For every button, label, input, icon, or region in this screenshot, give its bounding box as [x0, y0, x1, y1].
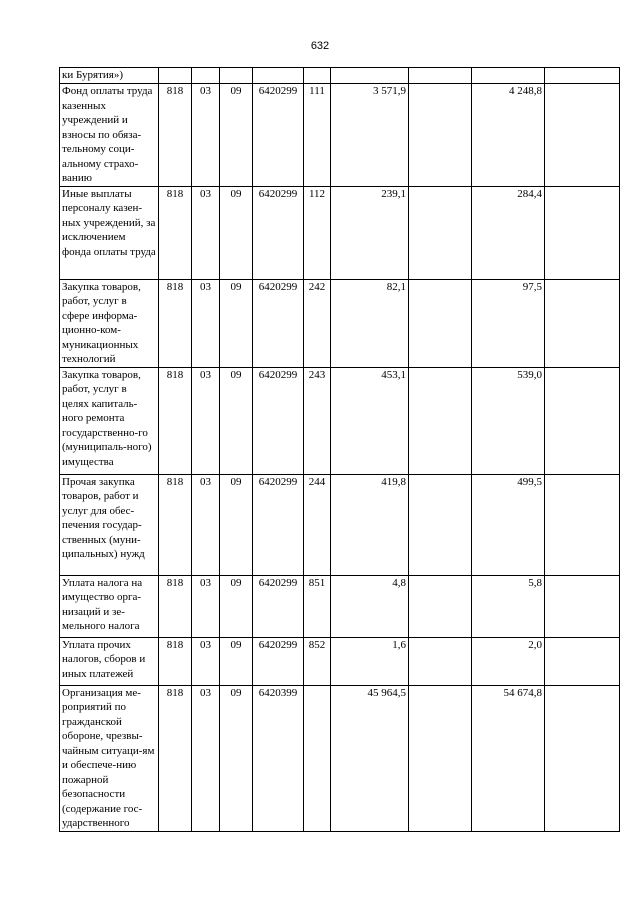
table-row: [60, 84, 620, 187]
target-article-cell: 6420299: [253, 186, 304, 279]
subsection-code-cell: 09: [220, 367, 253, 474]
amount-cell-1: 453,1: [331, 367, 409, 474]
expense-type-cell: 851: [304, 575, 331, 637]
section-code-cell: 03: [192, 367, 220, 474]
section-code-cell: 03: [192, 637, 220, 685]
amount-cell-1: 3 571,9: [331, 84, 409, 187]
expense-name-cell: Закупка товаров, работ, услуг в сфере информа-ционно-ком-муникационных технологий: [60, 279, 159, 367]
table-row: [60, 186, 620, 279]
table-row: [60, 68, 620, 84]
table-body: [60, 68, 620, 832]
expense-name-cell: Фонд оплаты труда казенных учреждений и взносы по обяза-тельному соци-альному страхо-ванию: [60, 84, 159, 187]
amount-cell-4: [545, 685, 620, 831]
table-row: [60, 474, 620, 575]
table-row: [60, 575, 620, 637]
department-code-cell: 818: [159, 367, 192, 474]
department-code-cell: [159, 68, 192, 84]
section-code-cell: 03: [192, 575, 220, 637]
expense-type-cell: 852: [304, 637, 331, 685]
amount-cell-4: [545, 84, 620, 187]
amount-cell-2: [409, 367, 472, 474]
section-code-cell: 03: [192, 84, 220, 187]
amount-cell-3: 54 674,8: [472, 685, 545, 831]
amount-cell-2: [409, 474, 472, 575]
target-article-cell: 6420299: [253, 367, 304, 474]
expense-type-cell: [304, 685, 331, 831]
page-number: 632: [310, 40, 330, 52]
department-code-cell: 818: [159, 84, 192, 187]
expense-name-cell: ки Бурятия»): [60, 68, 159, 84]
amount-cell-4: [545, 186, 620, 279]
subsection-code-cell: 09: [220, 637, 253, 685]
subsection-code-cell: 09: [220, 84, 253, 187]
amount-cell-1: 419,8: [331, 474, 409, 575]
section-code-cell: 03: [192, 685, 220, 831]
department-code-cell: 818: [159, 637, 192, 685]
department-code-cell: 818: [159, 685, 192, 831]
amount-cell-2: [409, 279, 472, 367]
amount-cell-1: [331, 68, 409, 84]
subsection-code-cell: 09: [220, 575, 253, 637]
department-code-cell: 818: [159, 474, 192, 575]
amount-cell-4: [545, 68, 620, 84]
target-article-cell: 6420299: [253, 637, 304, 685]
target-article-cell: 6420399: [253, 685, 304, 831]
amount-cell-1: 4,8: [331, 575, 409, 637]
subsection-code-cell: 09: [220, 186, 253, 279]
department-code-cell: 818: [159, 279, 192, 367]
target-article-cell: 6420299: [253, 474, 304, 575]
expense-name-cell: Организация ме-роприятий по гражданской обороне, чрезвы-чайным ситуаци-ям и обеспече-нию пожарной безопасности (содержание гос-ударственного: [60, 685, 159, 831]
amount-cell-2: [409, 685, 472, 831]
target-article-cell: [253, 68, 304, 84]
table-row: [60, 685, 620, 831]
subsection-code-cell: 09: [220, 474, 253, 575]
amount-cell-3: 2,0: [472, 637, 545, 685]
table-row: [60, 637, 620, 685]
subsection-code-cell: 09: [220, 685, 253, 831]
amount-cell-3: 499,5: [472, 474, 545, 575]
amount-cell-4: [545, 474, 620, 575]
amount-cell-2: [409, 68, 472, 84]
amount-cell-3: 97,5: [472, 279, 545, 367]
amount-cell-3: 5,8: [472, 575, 545, 637]
target-article-cell: 6420299: [253, 575, 304, 637]
expense-type-cell: 112: [304, 186, 331, 279]
table-row: [60, 367, 620, 474]
amount-cell-2: [409, 637, 472, 685]
department-code-cell: 818: [159, 575, 192, 637]
expense-name-cell: Иные выплаты персоналу казен-ных учреждений, за исключением фонда оплаты труда: [60, 186, 159, 279]
expense-type-cell: 243: [304, 367, 331, 474]
amount-cell-4: [545, 367, 620, 474]
amount-cell-2: [409, 84, 472, 187]
subsection-code-cell: [220, 68, 253, 84]
amount-cell-4: [545, 637, 620, 685]
amount-cell-2: [409, 575, 472, 637]
target-article-cell: 6420299: [253, 84, 304, 187]
target-article-cell: 6420299: [253, 279, 304, 367]
amount-cell-2: [409, 186, 472, 279]
amount-cell-1: 239,1: [331, 186, 409, 279]
department-code-cell: 818: [159, 186, 192, 279]
expense-type-cell: 111: [304, 84, 331, 187]
amount-cell-4: [545, 279, 620, 367]
expense-type-cell: [304, 68, 331, 84]
expense-name-cell: Уплата прочих налогов, сборов и иных платежей: [60, 637, 159, 685]
section-code-cell: 03: [192, 474, 220, 575]
amount-cell-3: 539,0: [472, 367, 545, 474]
section-code-cell: 03: [192, 186, 220, 279]
expense-name-cell: Закупка товаров, работ, услуг в целях капиталь-ного ремонта государственно-го (муниципаль-ного) имущества: [60, 367, 159, 474]
budget-table: [59, 67, 620, 832]
amount-cell-1: 45 964,5: [331, 685, 409, 831]
expense-name-cell: Прочая закупка товаров, работ и услуг для обес-печения государ-ственных (муни-ципальных) нужд: [60, 474, 159, 575]
amount-cell-1: 1,6: [331, 637, 409, 685]
table-row: [60, 279, 620, 367]
amount-cell-1: 82,1: [331, 279, 409, 367]
section-code-cell: [192, 68, 220, 84]
amount-cell-3: 284,4: [472, 186, 545, 279]
expense-type-cell: 242: [304, 279, 331, 367]
amount-cell-3: [472, 68, 545, 84]
subsection-code-cell: 09: [220, 279, 253, 367]
expense-type-cell: 244: [304, 474, 331, 575]
amount-cell-3: 4 248,8: [472, 84, 545, 187]
expense-name-cell: Уплата налога на имущество орга-низаций и зе-мельного налога: [60, 575, 159, 637]
amount-cell-4: [545, 575, 620, 637]
section-code-cell: 03: [192, 279, 220, 367]
